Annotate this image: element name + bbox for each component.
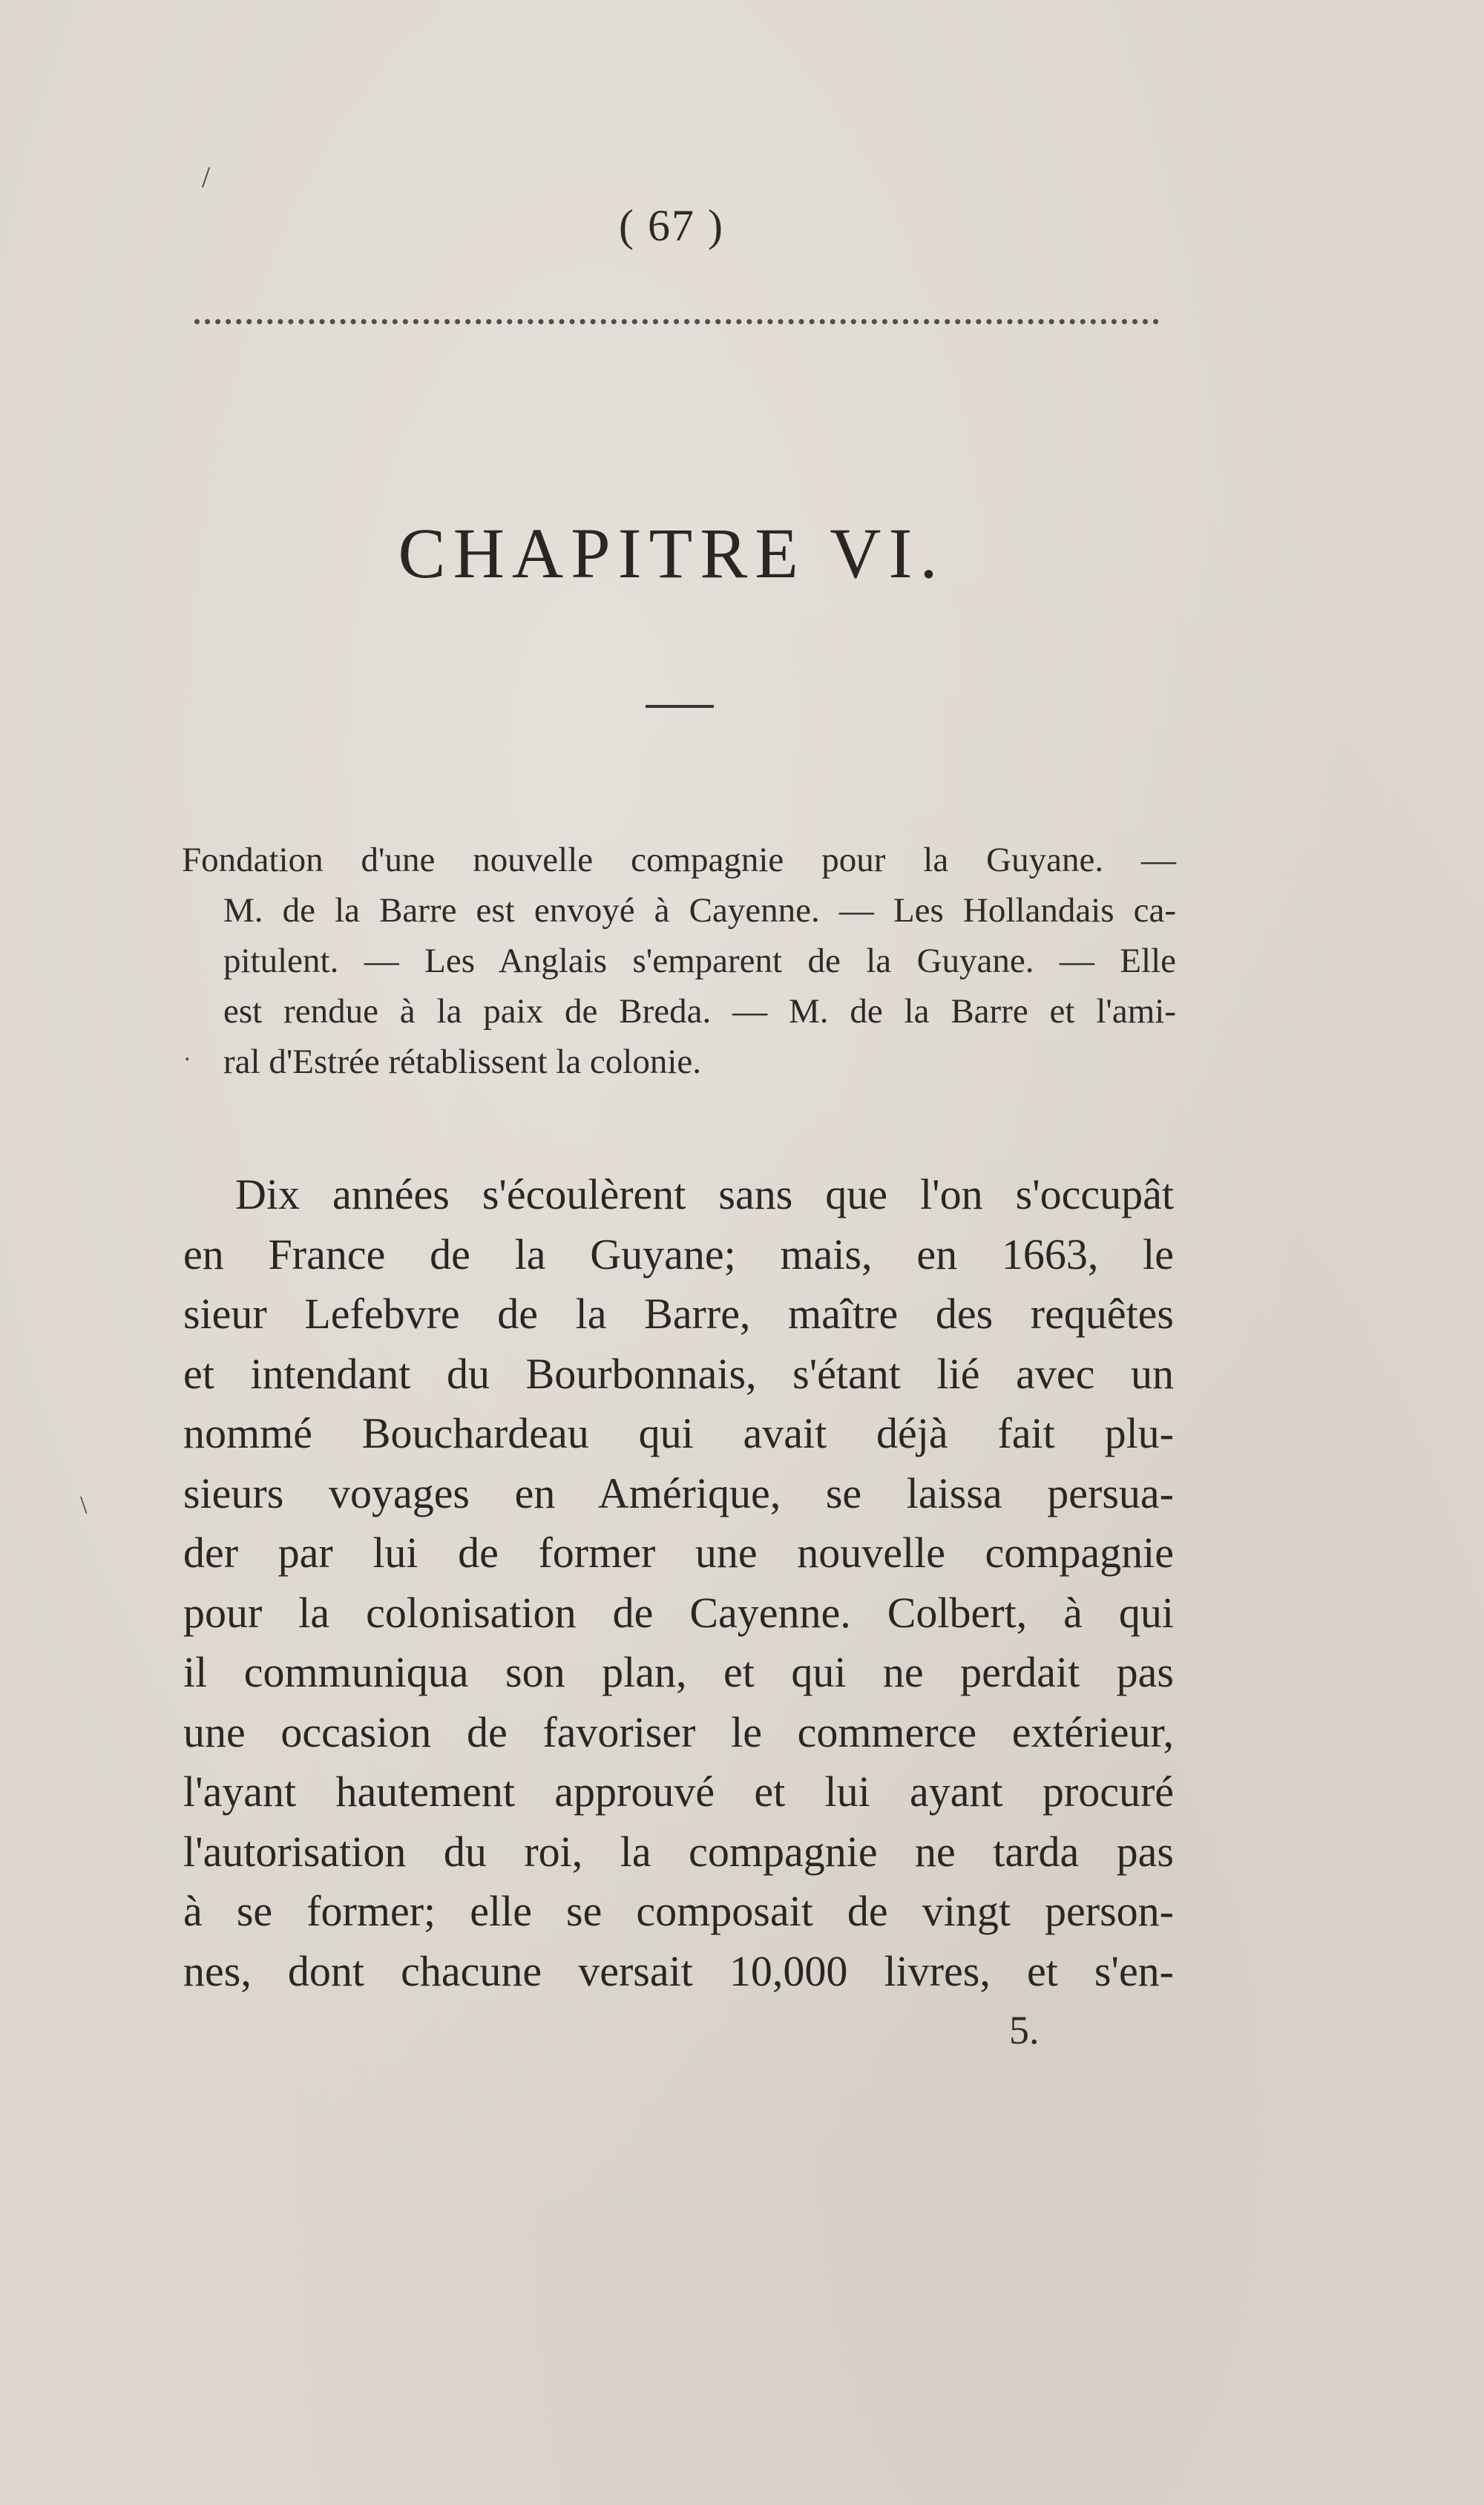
page-number: ( 67 ) [619,201,724,250]
body-line: sieurs voyages en Amérique, se laissa persua- [183,1468,1174,1517]
chapter-title: CHAPITRE VI. [398,513,945,593]
body-line: à se former; elle se composait de vingt person- [183,1887,1174,1935]
body-line: une occasion de favoriser le commerce extérieur, [183,1707,1174,1756]
summary-line: ral d'Estrée rétablissent la colonie. [223,1043,702,1081]
header-dotted-rule [194,319,1159,324]
body-line: en France de la Guyane; mais, en 1663, le [183,1229,1174,1278]
body-line: et intendant du Bourbonnais, s'étant lié avec un [183,1349,1174,1398]
body-line: nes, dont chacune versait 10,000 livres, et s'en- [183,1946,1174,1995]
body-paragraph [183,1165,1174,2001]
summary-line: pitulent. — Les Anglais s'emparent de la Guyane. — Elle [223,942,1176,980]
summary-line: M. de la Barre est envoyé à Cayenne. — Les Hollandais ca- [223,891,1176,930]
signature-mark: 5. [1009,2008,1040,2052]
summary-line: Fondation d'une nouvelle compagnie pour la Guyane. — [182,841,1176,879]
body-line: sieur Lefebvre de la Barre, maître des requêtes [183,1290,1174,1338]
title-separator-rule [646,705,714,708]
margin-dot-mark: . [184,1039,191,1066]
margin-tick-mark: \ [80,1491,88,1519]
body-line: l'autorisation du roi, la compagnie ne tarda pas [183,1827,1174,1876]
body-line: der par lui de former une nouvelle compagnie [183,1529,1174,1577]
body-line: pour la colonisation de Cayenne. Colbert, à qui [183,1588,1174,1637]
summary-line: est rendue à la paix de Breda. — M. de la Barre et l'ami- [223,992,1176,1031]
chapter-summary [182,835,1176,1087]
body-line: l'ayant hautement approuvé et lui ayant procuré [183,1767,1174,1816]
body-line: il communiqua son plan, et qui ne perdait pas [183,1648,1174,1696]
body-line: Dix années s'écoulèrent sans que l'on s'occupât [235,1170,1174,1218]
margin-slash-mark: / [202,160,211,194]
body-line: nommé Bouchardeau qui avait déjà fait plu- [183,1409,1174,1457]
